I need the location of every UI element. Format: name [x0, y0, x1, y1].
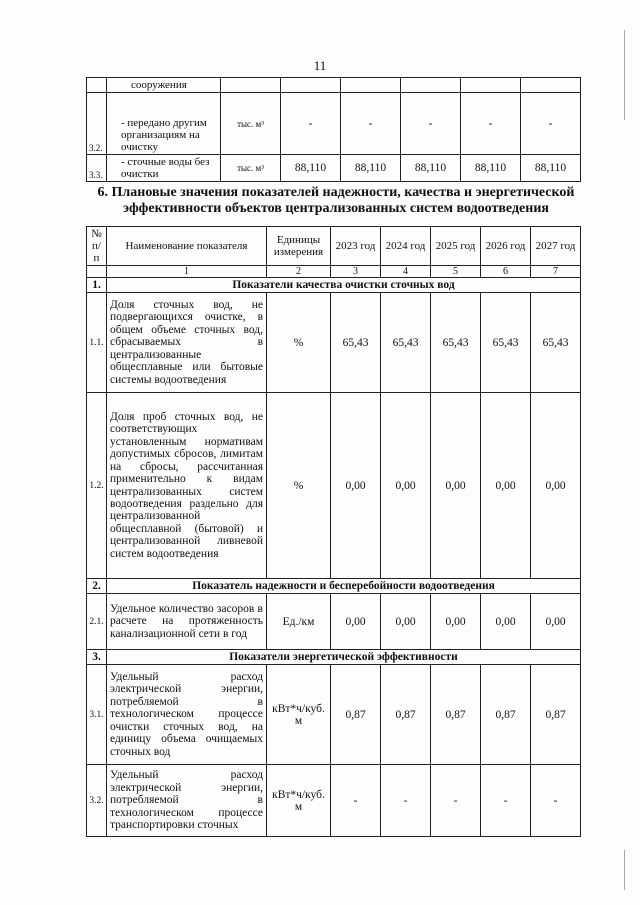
header-year: 2024 год	[381, 227, 431, 266]
table-row	[87, 665, 581, 765]
value-cell: 0,00	[331, 594, 381, 650]
value-cell	[401, 78, 461, 93]
header-year: 2026 год	[481, 227, 531, 266]
scan-edge-line	[624, 30, 625, 120]
table-row	[87, 93, 581, 155]
value-cell: -	[481, 765, 531, 837]
value-cell: 88,110	[341, 155, 401, 182]
table-row	[87, 393, 581, 579]
header-unit: Единицы измерения	[267, 227, 331, 266]
value-cell: 88,110	[521, 155, 581, 182]
section-title: Показатель надежности и бесперебойности водоотведения	[107, 579, 581, 594]
value-cell: -	[281, 93, 341, 155]
value-cell: 65,43	[381, 293, 431, 393]
column-index: 2	[267, 266, 331, 278]
header-year: 2027 год	[531, 227, 581, 266]
value-cell: 0,00	[381, 393, 431, 579]
value-cell: 88,110	[401, 155, 461, 182]
column-index: 5	[431, 266, 481, 278]
row-number: 1.2.	[87, 393, 107, 579]
unit-cell: Ед./км	[267, 594, 331, 650]
indicator-name: - передано другим организациям на очистку	[107, 93, 221, 155]
value-cell: -	[531, 765, 581, 837]
unit-cell: кВт*ч/куб. м	[267, 765, 331, 837]
value-cell: 0,87	[531, 665, 581, 765]
row-number	[87, 78, 107, 93]
header-number: № п/п	[87, 227, 107, 266]
section-number: 2.	[87, 579, 107, 594]
value-cell	[281, 78, 341, 93]
unit-cell	[221, 78, 281, 93]
unit-cell: %	[267, 293, 331, 393]
indicator-name: Удельный расход электрической энергии, потребляемой в технологическом процессе транспортировки сточных	[107, 765, 267, 837]
column-index: 3	[331, 266, 381, 278]
value-cell: 0,00	[431, 393, 481, 579]
unit-cell: %	[267, 393, 331, 579]
row-number: 3.2.	[87, 765, 107, 837]
value-cell	[341, 78, 401, 93]
indicator-name: Удельное количество засоров в расчете на протяженность канализационной сети в год	[107, 594, 267, 650]
section-row	[87, 579, 581, 594]
section-number: 3.	[87, 650, 107, 665]
value-cell: 65,43	[331, 293, 381, 393]
header-name: Наименование показателя	[107, 227, 267, 266]
section-title: Показатели энергетической эффективности	[107, 650, 581, 665]
section-number: 1.	[87, 278, 107, 293]
value-cell: -	[341, 93, 401, 155]
unit-cell: тыс. м³	[221, 93, 281, 155]
value-cell: 0,00	[481, 594, 531, 650]
value-cell: -	[401, 93, 461, 155]
indicator-name: сооружения	[107, 78, 221, 93]
indicator-name: Доля сточных вод, не подвергающихся очистке, в общем объеме сточных вод, сбрасываемых в централизованные общесплавные или бытовые системы водоотведения	[107, 293, 267, 393]
column-index: 6	[481, 266, 531, 278]
header-row	[87, 227, 581, 266]
header-year: 2023 год	[331, 227, 381, 266]
row-number: 1.1.	[87, 293, 107, 393]
column-index: 7	[531, 266, 581, 278]
value-cell: 0,00	[381, 594, 431, 650]
value-cell: -	[521, 93, 581, 155]
row-number: 3.2.	[87, 93, 107, 155]
value-cell: 65,43	[481, 293, 531, 393]
row-number: 3.3.	[87, 155, 107, 182]
table-row	[87, 155, 581, 182]
indicator-name: Удельный расход электрической энергии, потребляемой в технологическом процессе очистки сточных вод, на единицу объема очищаемых сточных вод	[107, 665, 267, 765]
value-cell: 88,110	[281, 155, 341, 182]
value-cell: 0,87	[431, 665, 481, 765]
value-cell: -	[461, 93, 521, 155]
page-number: 11	[313, 58, 327, 73]
value-cell: 88,110	[461, 155, 521, 182]
value-cell: 0,00	[431, 594, 481, 650]
section-heading: 6. Плановые значения показателей надежности, качества и энергетической эффективности объектов централизованных систем водоотведения	[97, 185, 575, 216]
column-index	[87, 266, 107, 278]
section-title: Показатели качества очистки сточных вод	[107, 278, 581, 293]
indicator-name: Доля проб сточных вод, не соответствующих установленным нормативам допустимых сбросов, лимитам на сбросы, рассчитанная применительно к видам централизованных систем водоотведения раздельно для централизованной общесплавной (бытовой) и централизованной ливневой систем водоотведения	[107, 393, 267, 579]
value-cell	[521, 78, 581, 93]
value-cell: 0,00	[531, 594, 581, 650]
value-cell: 0,87	[381, 665, 431, 765]
indicator-name: - сточные воды без очистки	[107, 155, 221, 182]
value-cell: 65,43	[431, 293, 481, 393]
value-cell: -	[331, 765, 381, 837]
table-row	[87, 594, 581, 650]
value-cell: 0,87	[331, 665, 381, 765]
value-cell: 0,00	[481, 393, 531, 579]
top-continuation-table	[86, 77, 581, 182]
value-cell: 0,00	[531, 393, 581, 579]
unit-cell: кВт*ч/куб. м	[267, 665, 331, 765]
unit-cell: тыс. м³	[221, 155, 281, 182]
row-number: 2.1.	[87, 594, 107, 650]
header-year: 2025 год	[431, 227, 481, 266]
indicators-table	[86, 226, 581, 837]
table-row	[87, 765, 581, 837]
table-row	[87, 78, 581, 93]
scan-edge-line	[624, 850, 625, 890]
value-cell: -	[381, 765, 431, 837]
column-index-row	[87, 266, 581, 278]
value-cell: -	[431, 765, 481, 837]
row-number: 3.1.	[87, 665, 107, 765]
value-cell	[461, 78, 521, 93]
table-row	[87, 293, 581, 393]
value-cell: 0,87	[481, 665, 531, 765]
value-cell: 65,43	[531, 293, 581, 393]
section-row	[87, 278, 581, 293]
column-index: 4	[381, 266, 431, 278]
column-index: 1	[107, 266, 267, 278]
value-cell: 0,00	[331, 393, 381, 579]
section-row	[87, 650, 581, 665]
